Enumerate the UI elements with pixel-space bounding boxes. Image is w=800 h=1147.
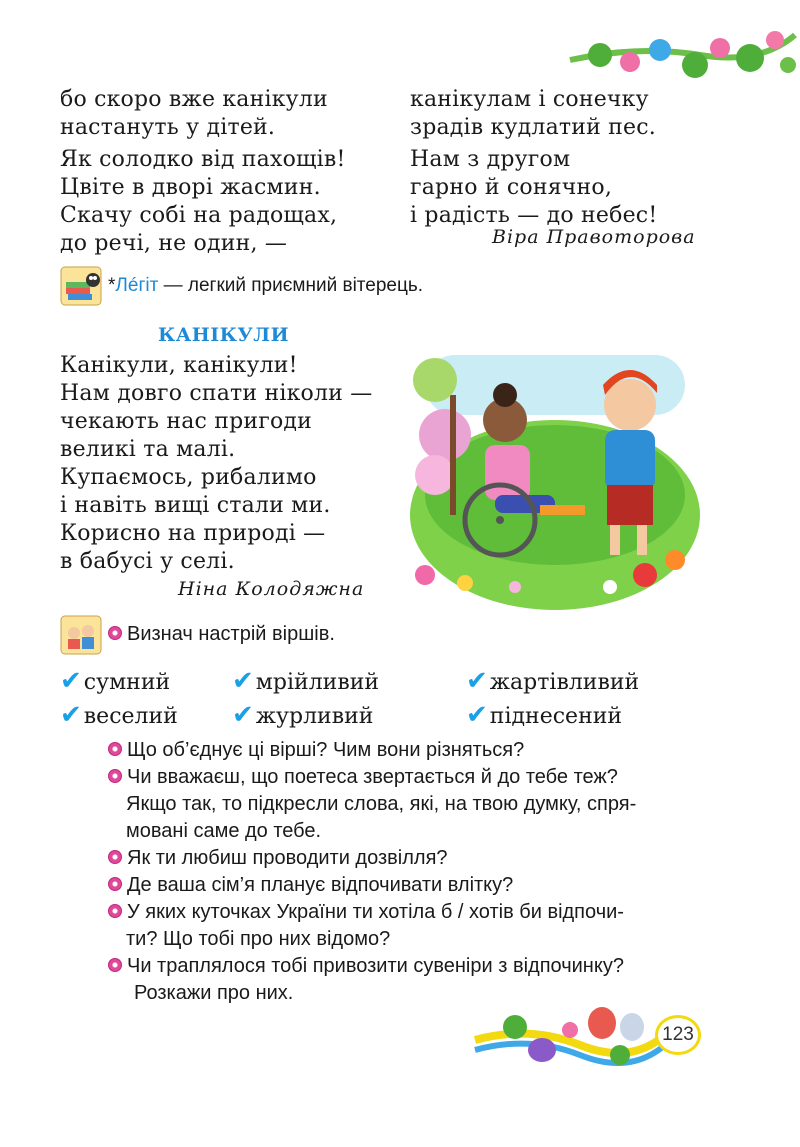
- poem-line: Нам довго спати ніколи —: [60, 381, 373, 406]
- mood-item: [60, 666, 170, 696]
- mood-item: [466, 666, 639, 696]
- poem-line: і радість — до небес!: [410, 203, 658, 228]
- poem-line: Скачу собі на радощах,: [60, 203, 338, 228]
- poem-line: канікулам і сонечку: [410, 87, 649, 112]
- pink-bullet-icon: [108, 877, 122, 891]
- checkmark-icon: ✔: [466, 666, 488, 696]
- page-number: 123: [655, 1015, 701, 1055]
- footnote-definition: — легкий приємний вітерець.: [158, 275, 424, 296]
- poem-line: до речі, не один, —: [60, 231, 288, 256]
- pink-bullet-icon: [108, 626, 122, 640]
- question-item: [108, 953, 636, 980]
- easter-garland-decoration: [470, 1005, 670, 1075]
- poem1-author: Віра Правоторова: [492, 226, 696, 248]
- mood-label: жартівливий: [489, 670, 640, 695]
- question-item: [108, 899, 636, 926]
- poem-line: і навіть вищі стали ми.: [60, 493, 331, 518]
- pink-bullet-icon: [108, 850, 122, 864]
- poem2-author: Ніна Колодяжна: [178, 578, 365, 600]
- question-text: Чи траплялося тобі привозити сувеніри з відпочинку?: [127, 955, 624, 977]
- poem-line: великі та малі.: [60, 437, 236, 462]
- question-list: [108, 737, 636, 1007]
- checkmark-icon: ✔: [60, 700, 82, 730]
- task-instruction: Визнач настрій віршів.: [127, 623, 335, 645]
- question-item: [108, 845, 636, 872]
- question-text: Чи вважаєш, що поетеса звертається й до тебе теж?: [127, 766, 618, 788]
- task-children-icon: [60, 615, 102, 655]
- poem-line: Корисно на природі —: [60, 521, 326, 546]
- question-text: У яких куточках України ти хотіла б / хотів би відпочи-: [127, 901, 624, 923]
- checkmark-icon: ✔: [60, 666, 82, 696]
- poem-line: Нам з другом: [410, 147, 571, 172]
- question-continuation: Розкажи про них.: [134, 982, 294, 1004]
- poem1-right-column: [410, 86, 657, 230]
- poem-line: Купаємось, рибалимо: [60, 465, 317, 490]
- mood-label: сумний: [83, 670, 171, 695]
- pink-bullet-icon: [108, 742, 122, 756]
- checkmark-icon: ✔: [232, 666, 254, 696]
- poem-line: настануть у дітей.: [60, 115, 276, 140]
- poem-line: чекають нас пригоди: [60, 409, 313, 434]
- poem-line: Канікули, канікули!: [60, 353, 298, 378]
- poem2-title: КАНІКУЛИ: [158, 324, 290, 346]
- checkmark-icon: ✔: [232, 700, 254, 730]
- mood-label: піднесений: [489, 704, 623, 729]
- children-park-illustration: [405, 325, 705, 610]
- task-instruction-row: [108, 621, 335, 648]
- mood-label: веселий: [83, 704, 178, 729]
- pink-bullet-icon: [108, 958, 122, 972]
- mood-label: мрійливий: [255, 670, 380, 695]
- poem-line: гарно й сонячно,: [410, 175, 613, 200]
- question-text: Де ваша сім’я планує відпочивати влітку?: [127, 874, 514, 896]
- dictionary-owl-icon: [60, 266, 102, 306]
- footnote-term: Лéгіт: [115, 275, 159, 296]
- mood-item: [232, 666, 379, 696]
- question-item: [108, 764, 636, 791]
- mood-item: [466, 700, 622, 730]
- footnote: [108, 275, 423, 297]
- poem-line: бо скоро вже канікули: [60, 87, 328, 112]
- poem-line: зрадів кудлатий пес.: [410, 115, 656, 140]
- question-item: [108, 737, 636, 764]
- poem-line: Цвіте в дворі жасмин.: [60, 175, 321, 200]
- poem-line: в бабусі у селі.: [60, 549, 235, 574]
- footnote-star: *: [108, 275, 116, 296]
- mood-item: [60, 700, 178, 730]
- mood-item: [232, 700, 373, 730]
- mood-label: журливий: [255, 704, 374, 729]
- flower-garland-decoration: [560, 10, 800, 90]
- question-continuation: Якщо так, то підкресли слова, які, на твою думку, спря-: [126, 793, 637, 815]
- pink-bullet-icon: [108, 904, 122, 918]
- poem2-body: [60, 352, 372, 576]
- question-text: Як ти любиш проводити дозвілля?: [127, 847, 448, 869]
- question-continuation: мовані саме до тебе.: [126, 820, 322, 842]
- question-text: Що об’єднує ці вірші? Чим вони різняться?: [127, 739, 525, 761]
- question-continuation: ти? Що тобі про них відомо?: [126, 928, 391, 950]
- poem1-left-column: [60, 86, 346, 258]
- poem-line: Як солодко від пахощів!: [60, 147, 346, 172]
- question-item: [108, 872, 636, 899]
- checkmark-icon: ✔: [466, 700, 488, 730]
- pink-bullet-icon: [108, 769, 122, 783]
